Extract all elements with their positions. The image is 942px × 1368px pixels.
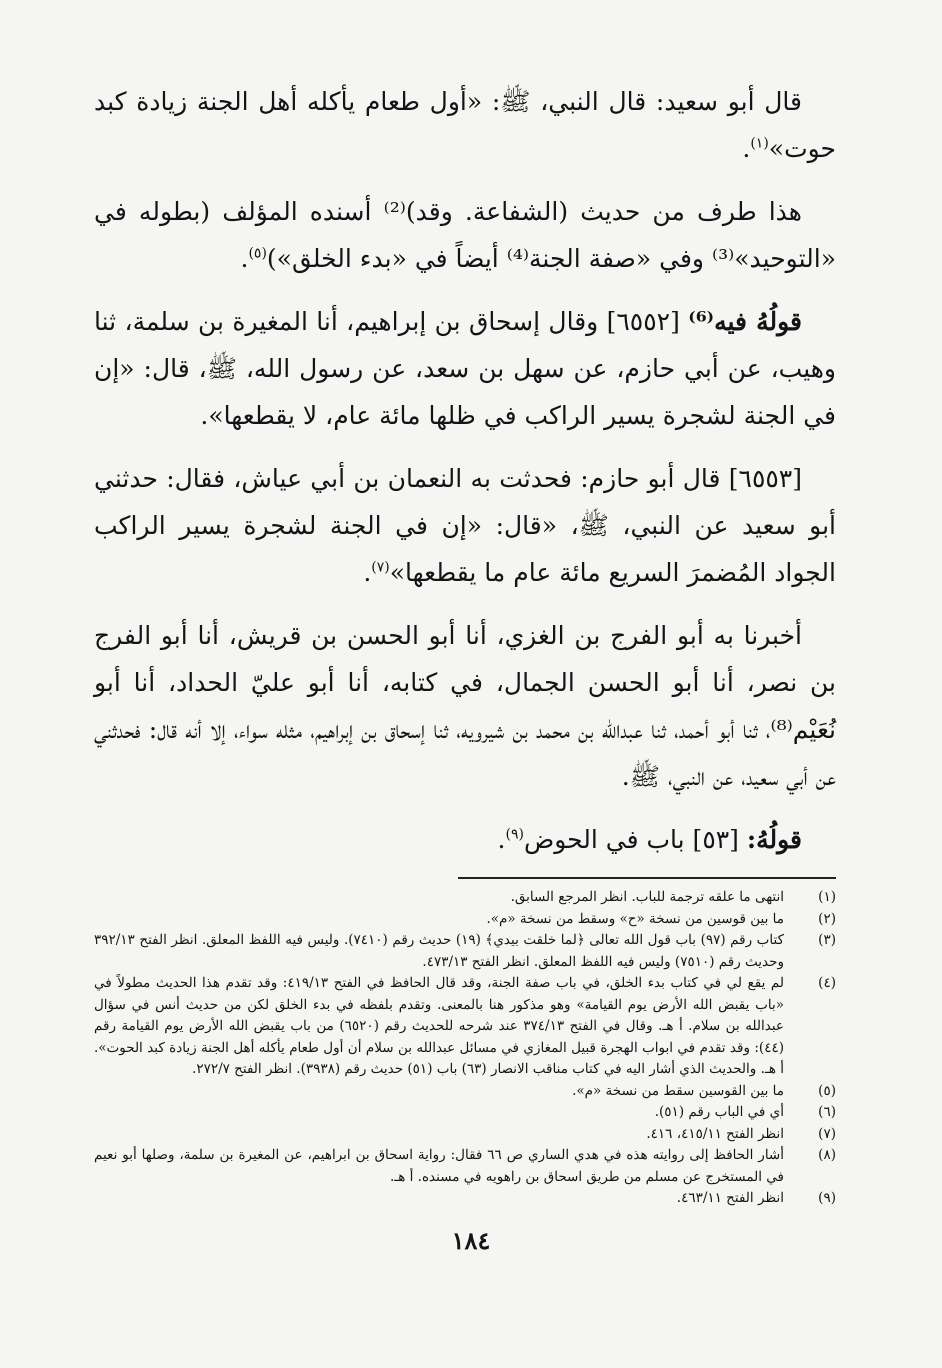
footnote-item: [94, 1188, 836, 1210]
paragraph-end: .: [240, 244, 249, 273]
footnote-item: [94, 1081, 836, 1103]
paragraph-shafaa: [94, 188, 836, 282]
paragraph-bab-hawd: [94, 816, 836, 863]
footnote-number: (٩): [818, 1190, 836, 1206]
page-number: ١٨٤: [451, 1226, 491, 1255]
footnote-ref: (٥): [248, 245, 267, 262]
paragraph-hadith-hut: [94, 78, 836, 172]
footnote-text: كتاب رقم (٩٧) باب قول الله تعالى ﴿لما خلقت بيدي﴾ (١٩) حديث رقم (٧٤١٠). وليس فيه اللفظ المعلق. انظر الفتح ٣٩٢/١٣ وحديث رقم (٧٥١٠) وليس فيه اللفظ المعلق. انظر الفتح ٤٧٣/١٣.: [94, 932, 785, 970]
footnote-ref: (٩): [505, 826, 524, 843]
footnote-divider: [458, 877, 836, 879]
paragraph-text: [٦٥٥٢] وقال إسحاق بن إبراهيم، أنا المغيرة بن سلمة، ثنا وهيب، عن أبي حازم، عن سهل بن سعد، عن رسول الله، ﷺ، قال: «إن في الجنة لشجرة يسير الراكب في ظلها مائة عام، لا يقطعها».: [94, 307, 836, 430]
footnote-number: (٤): [818, 975, 836, 991]
footnote-number: (٣): [818, 932, 836, 948]
paragraph-end: .: [363, 558, 372, 587]
footnote-text: أشار الحافظ إلى روايته هذه في هدي الساري ص ٦٦ فقال: رواية اسحاق بن ابراهيم، عن المغيرة بن سلمة، وصلها أبو نعيم في المستخرج عن مسلم من طريق اسحاق بن راهويه في مسنده. أ هـ.: [94, 1147, 784, 1185]
paragraph-end: .: [497, 825, 506, 854]
paragraph-text: هذا طرف من حديث (الشفاعة. وقد)⁽²⁾ أسنده المؤلف (بطوله في «التوحيد»⁽³⁾ وفي «صفة الجنة⁽⁴⁾ أيضاً في «بدء الخلق»): [94, 197, 836, 273]
paragraph-isnad: [94, 612, 836, 800]
footnote-number: (٥): [818, 1082, 836, 1099]
paragraph-text: [٥٣] باب في الحوض: [523, 825, 747, 854]
footnote-item: [94, 930, 836, 973]
footnote-ref: (٧): [371, 559, 390, 576]
footnote-item: [94, 909, 836, 931]
footnote-number: (٧): [818, 1125, 836, 1142]
paragraph-hadith-6552: [94, 298, 836, 439]
footnote-number: (١): [818, 889, 836, 905]
footnote-text: انتهى ما علقه ترجمة للباب. انظر المرجع السابق.: [510, 889, 784, 905]
main-text: [94, 78, 836, 863]
paragraph-end: .: [742, 134, 751, 163]
paragraph-text: قال أبو سعيد: قال النبي، ﷺ: «أول طعام يأكله أهل الجنة زيادة كبد حوت»: [94, 87, 836, 163]
footnote-ref: (١): [750, 135, 769, 152]
footnote-text: ما بين قوسين من نسخة «ح» وسقط من نسخة «م».: [486, 910, 784, 927]
footnote-number: (٢): [818, 910, 836, 927]
footnotes: [94, 887, 836, 1210]
footnote-item: [94, 1145, 836, 1188]
footnote-item: [94, 887, 836, 909]
footnote-text: أي في الباب رقم (٥١).: [654, 1104, 784, 1120]
footnote-text: لم يقع لي في كتاب بدء الخلق، في باب صفة الجنة، وقد قال الحافظ في الفتح ٤١٩/١٣: وقد تقدم هذا الحديث مطولاً في «باب يقبض الله الأرض يوم القيامة» وهو مذكور هنا بالمعنى. وتقدم بلفظه في بدء الخلق لكن من حديث أنس في سؤال عبدالله بن سلام. أ هـ. وقال في الفتح ٣٧٤/١٣ عند شرحه للحديث رقم (٦٥٢٠) من باب يقبض الله الأرض يوم القيامة رقم (٤٤): وقد تقدم في ابواب الهجرة قبيل المغازي في مسائل عبدالله بن سلام أن أول طعام يأكله أهل الجنة زيادة كبد الحوت». أ هـ. والحديث الذي أشار اليه في كتاب مناقب الانصار (٦٣) باب (٥١) حديث رقم (٣٩٣٨). انظر الفتح ٢٧٢/٧.: [94, 975, 784, 1077]
footnote-text: انظر الفتح ٤١٥/١١، ٤١٦.: [646, 1125, 784, 1142]
paragraph-text: أخبرنا به أبو الفرج بن الغزي، أنا أبو الحسن بن قريش، أنا أبو الفرج بن نصر، أنا أبو الحسن الجمال، في كتابه، أنا أبو عليّ الحداد، أنا أبو نُعَيْم⁽⁸⁾، ثنا أبو أحمد، ثنا عبدالله بن محمد بن شيرويه، ثنا إسحاق بن إبراهيم، مثله سواء، إلا أنه قال: فحدثني عن أبي سعيد، عن النبي، ﷺ.: [94, 621, 836, 791]
footnote-number: (٦): [818, 1104, 836, 1120]
footnote-text: ما بين القوسين سقط من نسخة «م».: [572, 1082, 784, 1099]
paragraph-lead: قولُهُ:: [746, 825, 802, 854]
footnote-item: [94, 1124, 836, 1146]
footnote-item: [94, 1102, 836, 1124]
paragraph-text: [٦٥٥٣] قال أبو حازم: فحدثت به النعمان بن أبي عياش، فقال: حدثني أبو سعيد عن النبي، ﷺ، «قال: «إن في الجنة لشجرة يسير الراكب الجواد المُضمرَ السريع مائة عام ما يقطعها»: [94, 464, 836, 587]
footnote-item: [94, 973, 836, 1081]
paragraph-lead: قولُهُ فيه⁽⁶⁾: [688, 307, 803, 336]
footnote-text: انظر الفتح ٤٦٣/١١.: [676, 1190, 784, 1206]
paragraph-hadith-6553: [94, 455, 836, 596]
footnote-number: (٨): [818, 1147, 836, 1163]
